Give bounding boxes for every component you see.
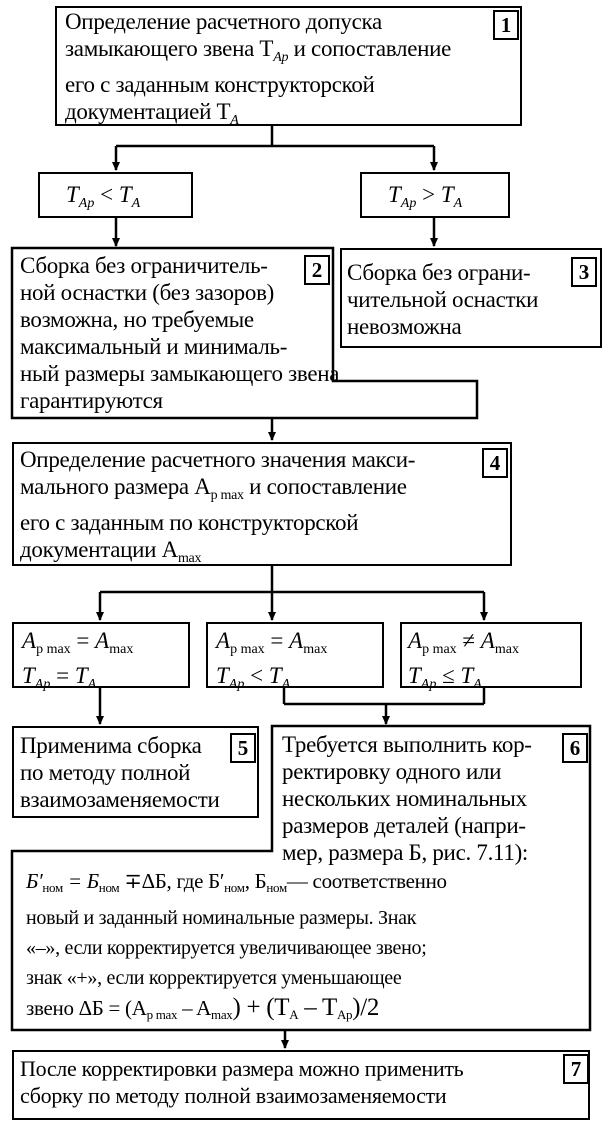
block-1-line-4: документацией $T_A$ [65,99,239,128]
block-2-line-6: гарантируются [20,388,163,413]
block-5-line-3: взаимозаменяемости [20,787,220,812]
block-2-line-2: ной оснастки (без зазоров) [20,280,275,305]
block-3-number: 3 [571,257,597,287]
block-1-line-1: Определение расчетного допуска [65,9,382,34]
block-6-formula-line-2: новый и заданный номинальные размеры. Знак [26,907,417,929]
block-7-line-1: После корректировки размера можно применить [20,1056,464,1081]
condition-lt: $T_{Ap} < T_A$ [66,182,141,211]
block-1-line-3: его с заданным конструкторской [65,72,375,97]
block-6-line-3: нескольких номинальных [282,786,527,811]
block-4-line-3: его с заданным по конструкторской [20,510,359,535]
block-6-formula-line-5: звено ΔБ = (Ap max – Amax) + (TA – TAp)/2 [26,994,380,1022]
block-1-line-2: замыкающего звена $T_{Ap}$ и сопоставление [65,36,452,65]
block-4-text [20,446,480,572]
block-3-line-1: Сборка без ограни- [347,260,531,285]
block-6-formula-line-1: Б′ном = Бном ∓ΔБ, где Б′ном, Бном— соответственно [26,869,447,895]
block-5-line-1: Применима сборка [20,733,202,758]
block-3-line-2: чительной оснастки [347,287,539,312]
block-2-line-3: возможна, но требуемые [20,307,254,332]
block-6-line-1: Требуется выполнить кор- [282,732,532,757]
block-2-line-1: Сборка без ограничитель- [20,253,268,278]
condition-1: $A_{p max} = A_{max}$ $T_{Ap} = T_A$ [22,628,134,692]
block-6-text [282,731,572,866]
block-2-number: 2 [304,255,330,285]
block-6-number: 6 [562,733,588,763]
block-4-line-4-sub: max [177,551,202,566]
block-4-line-1: Определение расчетного значения макси- [20,447,416,472]
block-6-line-5: мер, размера Б, рис. 7.11): [282,840,529,865]
block-1-line-4-sub: A [230,113,239,128]
block-4-number: 4 [482,448,508,478]
block-3-text [347,259,567,340]
block-6-formula-line-4: знак «+», если корректируется уменьшающее [26,967,402,989]
block-6-formula-line-3: «–», если корректируется увеличивающее звено; [26,937,427,959]
block-1-line-2-sub: Ap [273,50,289,65]
block-6-line-4: размеров деталей (напри- [282,813,526,838]
block-2-line-5: ный размеры замыкающего звена [20,361,340,386]
condition-2: $A_{p max} = A_{max}$ $T_{Ap} < T_A$ [216,628,328,692]
block-6-formula [26,866,586,1030]
block-7-text [20,1055,590,1109]
block-2-line-4: максимальный и минималь- [20,334,288,359]
block-7-line-2: сборку по методу полной взаимозаменяемости [20,1083,447,1108]
block-5-line-2: по методу полной [20,760,191,785]
block-3-line-3: невозможна [347,314,462,339]
block-1-number: 1 [493,10,519,40]
block-4-line-2-sub: p max [210,488,244,503]
block-4-line-2: мального размера $A_{p max}$ и сопоставление [20,474,407,503]
block-7-number: 7 [563,1054,589,1084]
block-6-line-2: ректировку одного или [282,759,502,784]
condition-gt: $T_{Ap} > T_A$ [388,182,463,211]
condition-3: $A_{p max} \ne A_{max}$ $T_{Ap} \le T_A$ [408,628,519,692]
block-4-line-4: документации $A_{max}$ [20,537,202,566]
block-5-number: 5 [230,733,256,763]
